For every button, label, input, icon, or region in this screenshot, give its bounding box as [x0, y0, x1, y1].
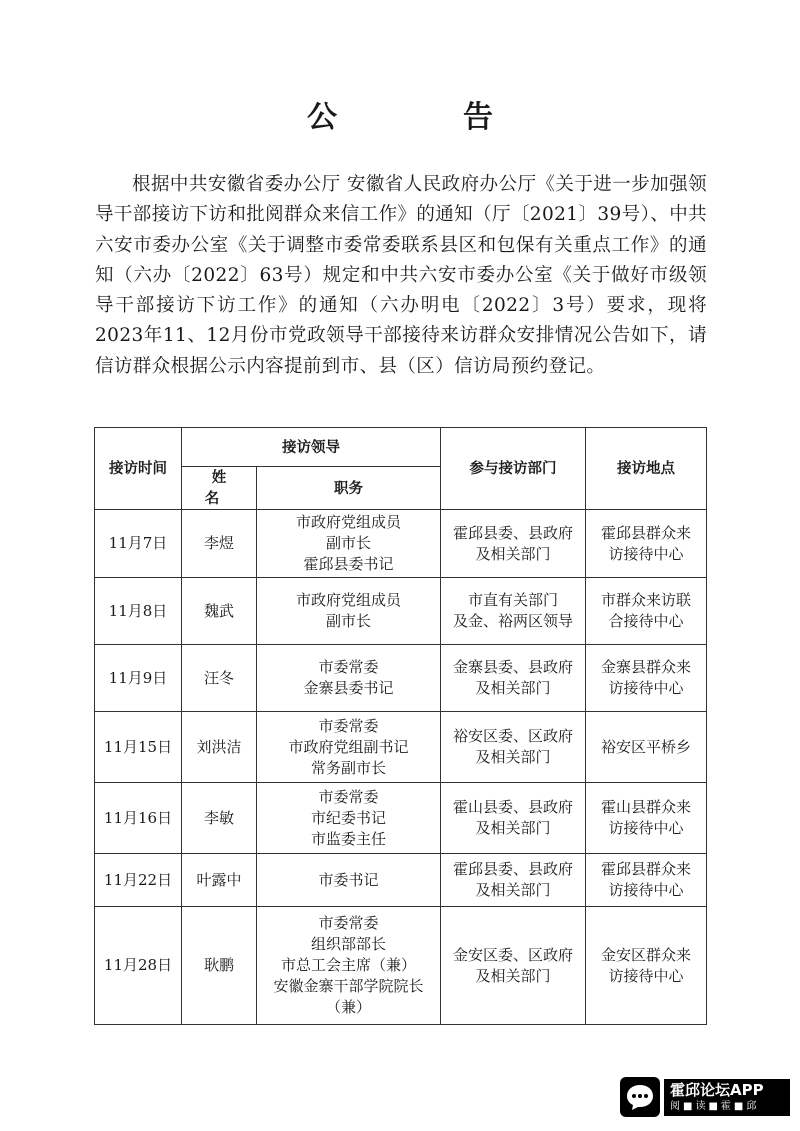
cell-position-line: 副市长 — [325, 534, 371, 552]
cell-dept-line: 霍山县委、县政府 — [452, 798, 573, 816]
cell-dept — [441, 578, 586, 645]
table-row — [95, 712, 707, 783]
cell-position — [257, 578, 441, 645]
cell-date: 11月9日 — [95, 645, 182, 712]
cell-dept-line: 及相关部门 — [475, 544, 551, 563]
watermark-sub: 阅■读■霍■邱 — [670, 1100, 760, 1112]
cell-place-line: 霍山县群众来 — [600, 798, 691, 816]
cell-place-line: 合接待中心 — [608, 612, 684, 630]
cell-dept — [441, 510, 586, 578]
cell-position-line: 安徽金寨干部学院院长 — [273, 977, 424, 995]
cell-dept-line: 及金、裕两区领导 — [452, 612, 573, 630]
cell-date: 11月7日 — [95, 510, 182, 578]
cell-place-line: 访接待中心 — [608, 966, 684, 985]
cell-date: 11月8日 — [95, 578, 182, 645]
document-title: 公 告 — [307, 100, 541, 135]
header-dept: 参与接访部门 — [441, 428, 586, 510]
cell-position-line: 市政府党组副书记 — [288, 737, 409, 756]
cell-position — [257, 907, 441, 1025]
table-row — [95, 783, 707, 854]
cell-name: 耿鹏 — [182, 907, 257, 1025]
cell-position — [257, 510, 441, 578]
cell-dept-line: 及相关部门 — [475, 679, 551, 697]
cell-position-line: 副市长 — [325, 612, 371, 630]
cell-place-line: 霍邱县群众来 — [600, 860, 691, 878]
watermark-name: 霍邱论坛APP — [670, 1080, 764, 1099]
cell-dept — [441, 645, 586, 712]
cell-dept-line: 霍邱县委、县政府 — [452, 860, 573, 878]
cell-dept-line: 金安区委、区政府 — [452, 945, 573, 964]
cell-position-line: 市监委主任 — [310, 829, 386, 848]
cell-place-line: 访接待中心 — [608, 881, 684, 899]
cell-dept — [441, 854, 586, 907]
notice-paragraph: 根据中共安徽省委办公厅 安徽省人民政府办公厅《关于进一步加强领导干部接访下访和批阅群众来信工作》的通知（厅〔2021〕39号）、中共六安市委办公室《关于调整市委常委联系县区和包保有关重点工作》的通知（六办〔2022〕63号）规定和中共六安市委办公室《关于做好市级领导干部接访下访工作》的通知（六办明电〔2022〕3号）要求，现将2023年11、12月份市党政领导干部接待来访群众安排情况公告如下，请信访群众根据公示内容提前到市、县（区）信访局预约登记。 — [95, 174, 707, 377]
cell-position-line: 市政府党组成员 — [295, 513, 401, 531]
table-row — [95, 510, 707, 578]
cell-name: 李敏 — [182, 783, 257, 854]
cell-position-line: 金寨县委书记 — [303, 679, 394, 697]
cell-place-line: 市群众来访联 — [600, 591, 691, 609]
cell-name: 魏武 — [182, 578, 257, 645]
cell-position-line: 市委书记 — [318, 870, 379, 889]
cell-position-line: 常务副市长 — [310, 758, 386, 777]
cell-position-line: 市总工会主席（兼） — [280, 956, 416, 974]
header-position: 职务 — [257, 467, 441, 510]
cell-dept — [441, 783, 586, 854]
cell-position-line: 霍邱县委书记 — [303, 555, 394, 573]
cell-position-line: 市政府党组成员 — [295, 591, 401, 609]
cell-place-line: 访接待中心 — [608, 819, 684, 837]
reception-schedule-table — [94, 427, 707, 1025]
header-place: 接访地点 — [586, 428, 707, 510]
cell-dept-line: 市直有关部门 — [467, 591, 558, 609]
cell-date: 11月22日 — [95, 854, 182, 907]
header-leader-group: 接访领导 — [182, 428, 441, 467]
cell-place — [586, 712, 707, 783]
chat-bubble-icon — [620, 1077, 660, 1117]
table-row — [95, 854, 707, 907]
cell-place-line: 金寨县群众来 — [600, 658, 691, 676]
cell-date: 11月28日 — [95, 907, 182, 1025]
cell-position — [257, 854, 441, 907]
cell-position — [257, 783, 441, 854]
cell-position-line: 市委常委 — [318, 914, 379, 932]
header-time: 接访时间 — [95, 428, 182, 510]
cell-place-line: 金安区群众来 — [600, 945, 691, 964]
cell-place — [586, 907, 707, 1025]
cell-dept — [441, 907, 586, 1025]
cell-position-line: （兼） — [325, 998, 371, 1016]
cell-name: 刘洪洁 — [182, 712, 257, 783]
cell-name: 叶露中 — [182, 854, 257, 907]
cell-place — [586, 510, 707, 578]
cell-position — [257, 712, 441, 783]
cell-dept-line: 霍邱县委、县政府 — [452, 523, 573, 542]
cell-dept-line: 及相关部门 — [475, 966, 551, 985]
cell-dept-line: 及相关部门 — [475, 881, 551, 899]
cell-dept-line: 金寨县委、县政府 — [452, 658, 573, 676]
cell-position-line: 市委常委 — [318, 658, 379, 676]
cell-place — [586, 783, 707, 854]
cell-name: 李煜 — [182, 510, 257, 578]
table-row — [95, 578, 707, 645]
cell-place-line: 访接待中心 — [608, 544, 684, 563]
watermark-badge — [620, 1075, 790, 1119]
cell-dept-line: 及相关部门 — [475, 819, 551, 837]
cell-place-line: 霍邱县群众来 — [600, 523, 691, 542]
cell-position-line: 市纪委书记 — [310, 808, 386, 827]
cell-dept-line: 及相关部门 — [475, 748, 551, 766]
cell-position-line: 市委常委 — [318, 716, 379, 735]
cell-name: 汪冬 — [182, 645, 257, 712]
cell-position-line: 市委常委 — [318, 787, 379, 806]
header-name: 姓名 — [182, 467, 257, 510]
cell-date: 11月16日 — [95, 783, 182, 854]
cell-place-line: 裕安区平桥乡 — [600, 737, 691, 756]
cell-place — [586, 578, 707, 645]
cell-position-line: 组织部部长 — [310, 935, 386, 953]
cell-position — [257, 645, 441, 712]
cell-place — [586, 854, 707, 907]
cell-place — [586, 645, 707, 712]
cell-dept — [441, 712, 586, 783]
table-row — [95, 907, 707, 1025]
cell-dept-line: 裕安区委、区政府 — [452, 727, 573, 745]
cell-place-line: 访接待中心 — [608, 679, 684, 697]
table-row — [95, 645, 707, 712]
watermark-brand — [664, 1079, 790, 1116]
cell-date: 11月15日 — [95, 712, 182, 783]
